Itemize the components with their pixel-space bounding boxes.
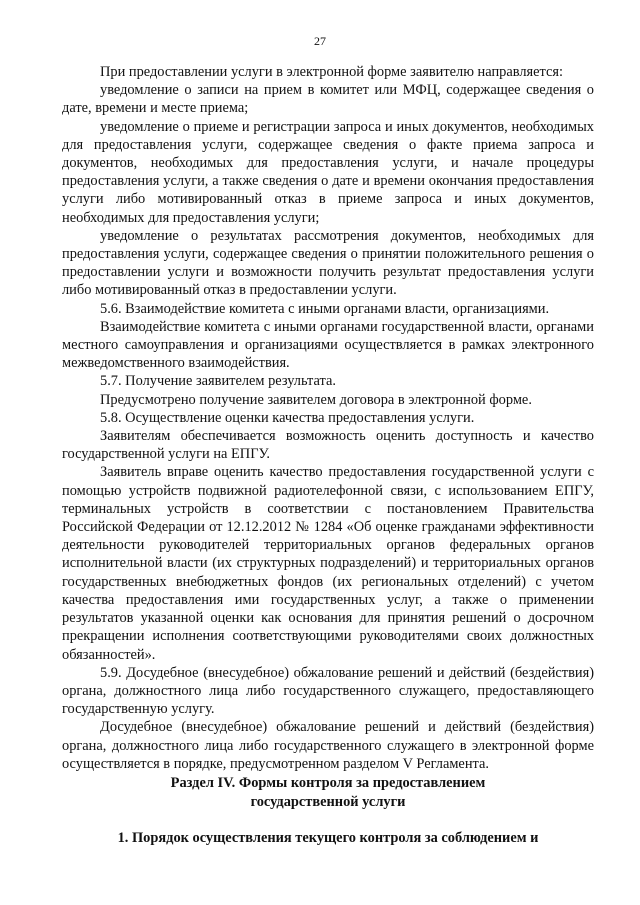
document-body	[62, 63, 594, 773]
paragraph: уведомление о записи на прием в комитет или МФЦ, содержащее сведения о дате, времени и месте приема;	[62, 82, 594, 117]
paragraph: 5.9. Досудебное (внесудебное) обжалование решений и действий (бездействия) органа, должностного лица либо государственного служащего, предоставляющего государственную услугу.	[62, 664, 594, 718]
paragraph: При предоставлении услуги в электронной форме заявителю направляется:	[100, 64, 563, 80]
paragraph: 5.7. Получение заявителем результата.	[100, 373, 336, 390]
paragraph: Заявитель вправе оценить качество предоставления государственной услуги с помощью устройств подвижной радиотелефонной связи, с использованием ЕПГУ, терминальных устройств в соответствии с постановлением Правительства Российской Федерации от 12.12.2012 № 1284 «Об оценке гражданами эффективности деятельности руководителей территориальных органов федеральных органов исполнительной власти (их структурных подразделений) и территориальных органов государственных внебюджетных фондов (их региональных отделений) с учетом качества предоставления ими государственных услуг, а также о применении результатов указанной оценки как основания для принятия решений о досрочном прекращении исполнения соответствующими руководителями своих должностных обязанностей».	[62, 464, 594, 663]
paragraph: Досудебное (внесудебное) обжалование решений и действий (бездействия) органа, должностного лица либо государственного служащего в электронной форме осуществляется в порядке, предусмотренном разделом V Регламента.	[62, 719, 594, 772]
paragraph: 5.6. Взаимодействие комитета с иными органами власти, организациями.	[100, 300, 550, 317]
paragraph: Заявителям обеспечивается возможность оценить доступность и качество государственной услуги на ЕПГУ.	[62, 428, 594, 463]
paragraph: уведомление о приеме и регистрации запроса и иных документов, необходимых для предоставления услуги, содержащее сведения о факте приема запроса и документов, необходимых для предоставления услуги, и начале процедуры предоставления услуги, а также сведения о дате и времени окончания предоставления услуги либо мотивированный отказ в приеме запроса и иных документов, необходимых для предоставления услуги;	[62, 118, 594, 226]
subsection-heading: 1. Порядок осуществления текущего контроля за соблюдением и	[117, 830, 539, 846]
paragraph: Предусмотрено получение заявителем договора в электронной форме.	[100, 391, 532, 408]
paragraph: уведомление о результатах рассмотрения документов, необходимых для предоставления услуги, содержащее сведения о принятии положительного решения о предоставлении услуги и возможности получить результат предоставления услуги либо мотивированный отказ в предоставлении услуги.	[62, 227, 594, 299]
paragraph: 5.8. Осуществление оценки качества предоставления услуги.	[100, 409, 475, 426]
paragraph: Взаимодействие комитета с иными органами государственной власти, органами местного самоуправления и организациями осуществляется в рамках электронного межведомственного взаимодействия.	[62, 318, 594, 372]
section-heading	[62, 774, 594, 812]
section-heading-line: Раздел IV. Формы контроля за предоставлением	[170, 775, 486, 791]
section-heading-line: государственной услуги	[250, 794, 406, 810]
page-number: 27	[314, 34, 326, 48]
